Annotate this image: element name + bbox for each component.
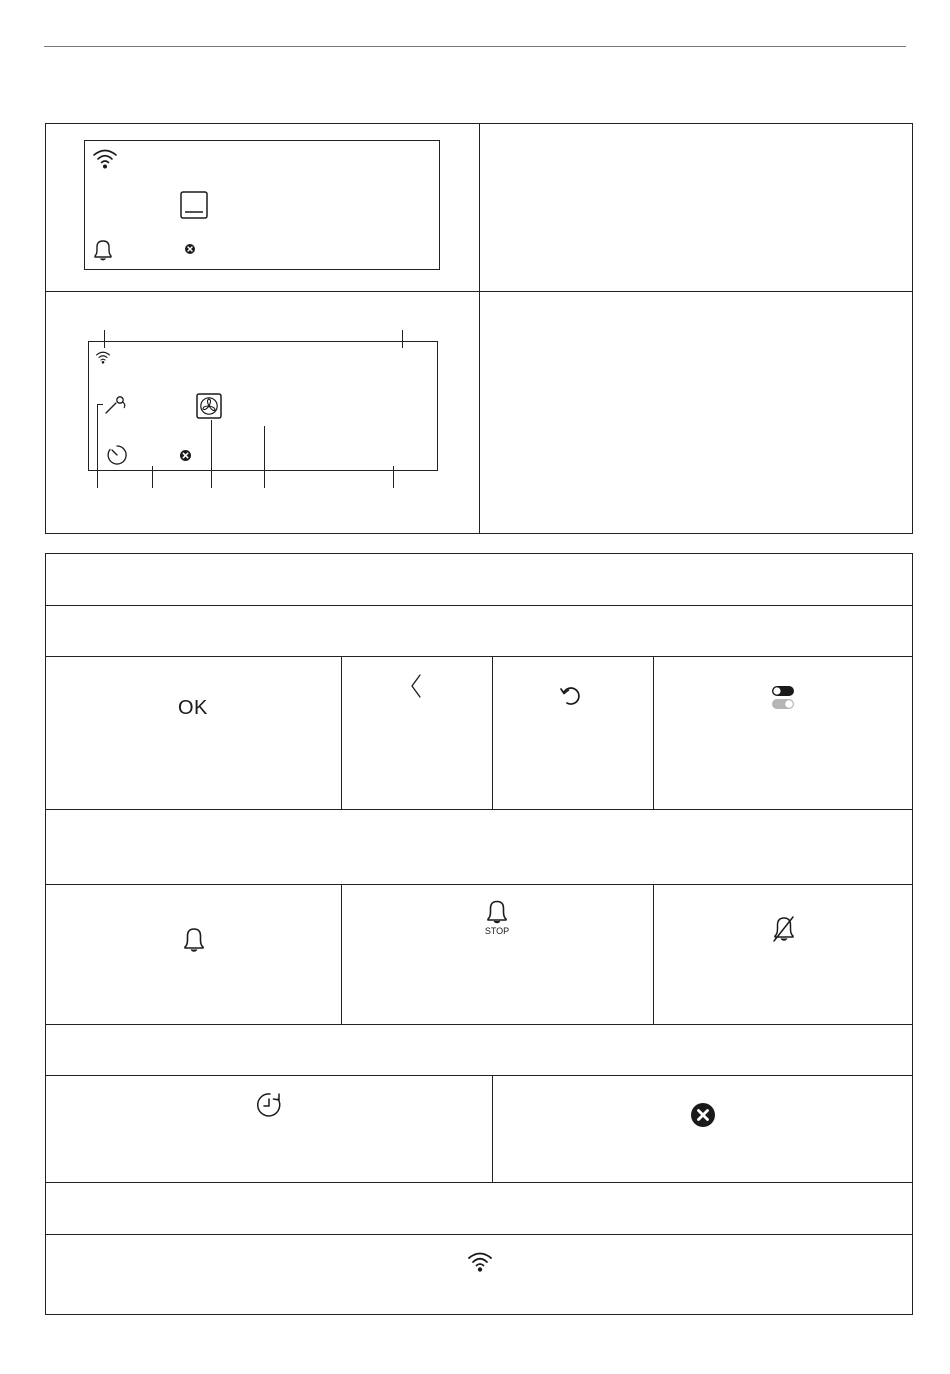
table-divider: [479, 123, 480, 534]
callout-line: [402, 330, 403, 348]
wifi-icon: [467, 1250, 493, 1272]
timer-icon: [106, 444, 128, 466]
bell-icon: [92, 238, 114, 262]
header-rule: [44, 46, 906, 47]
display-screen-bottom: [88, 341, 438, 471]
table-divider: [45, 1024, 913, 1025]
table-divider: [45, 1182, 913, 1183]
table-divider: [341, 656, 342, 809]
bell-icon: [182, 926, 206, 954]
table-divider: [45, 656, 913, 657]
table-divider: [45, 291, 913, 292]
cancel-icon: [185, 244, 195, 254]
table-divider: [45, 1075, 913, 1076]
table-divider: [45, 809, 913, 810]
fan-function-icon: [196, 393, 222, 419]
back-chevron-icon: [409, 673, 423, 699]
bell-muted-icon: [771, 915, 797, 943]
undo-icon: [559, 684, 583, 708]
toggle-switch-icon: [771, 685, 795, 711]
cancel-icon: [691, 1103, 715, 1127]
callout-line: [152, 466, 153, 488]
table-divider: [492, 1075, 493, 1182]
delayed-start-clock-icon: [256, 1091, 286, 1119]
core-temperature-probe-icon: [104, 395, 130, 415]
callout-line: [97, 404, 98, 488]
wifi-icon: [95, 350, 111, 364]
oven-function-icon: [180, 191, 208, 219]
table-divider: [45, 884, 913, 885]
callout-line: [393, 466, 394, 488]
display-screen-top: [84, 140, 440, 270]
table-divider: [653, 656, 654, 809]
table-divider: [45, 605, 913, 606]
table-divider: [45, 1234, 913, 1235]
callout-line: [211, 420, 212, 488]
wifi-icon: [92, 147, 118, 169]
table-divider: [492, 656, 493, 809]
callout-line: [264, 426, 265, 488]
table-divider: [653, 884, 654, 1024]
table-divider: [341, 884, 342, 1024]
bell-stop-icon: [485, 899, 509, 925]
cancel-icon: [180, 450, 191, 461]
callout-line: [104, 330, 105, 348]
ok-button-label: OK: [178, 697, 208, 719]
bell-stop-label: STOP: [484, 926, 510, 936]
